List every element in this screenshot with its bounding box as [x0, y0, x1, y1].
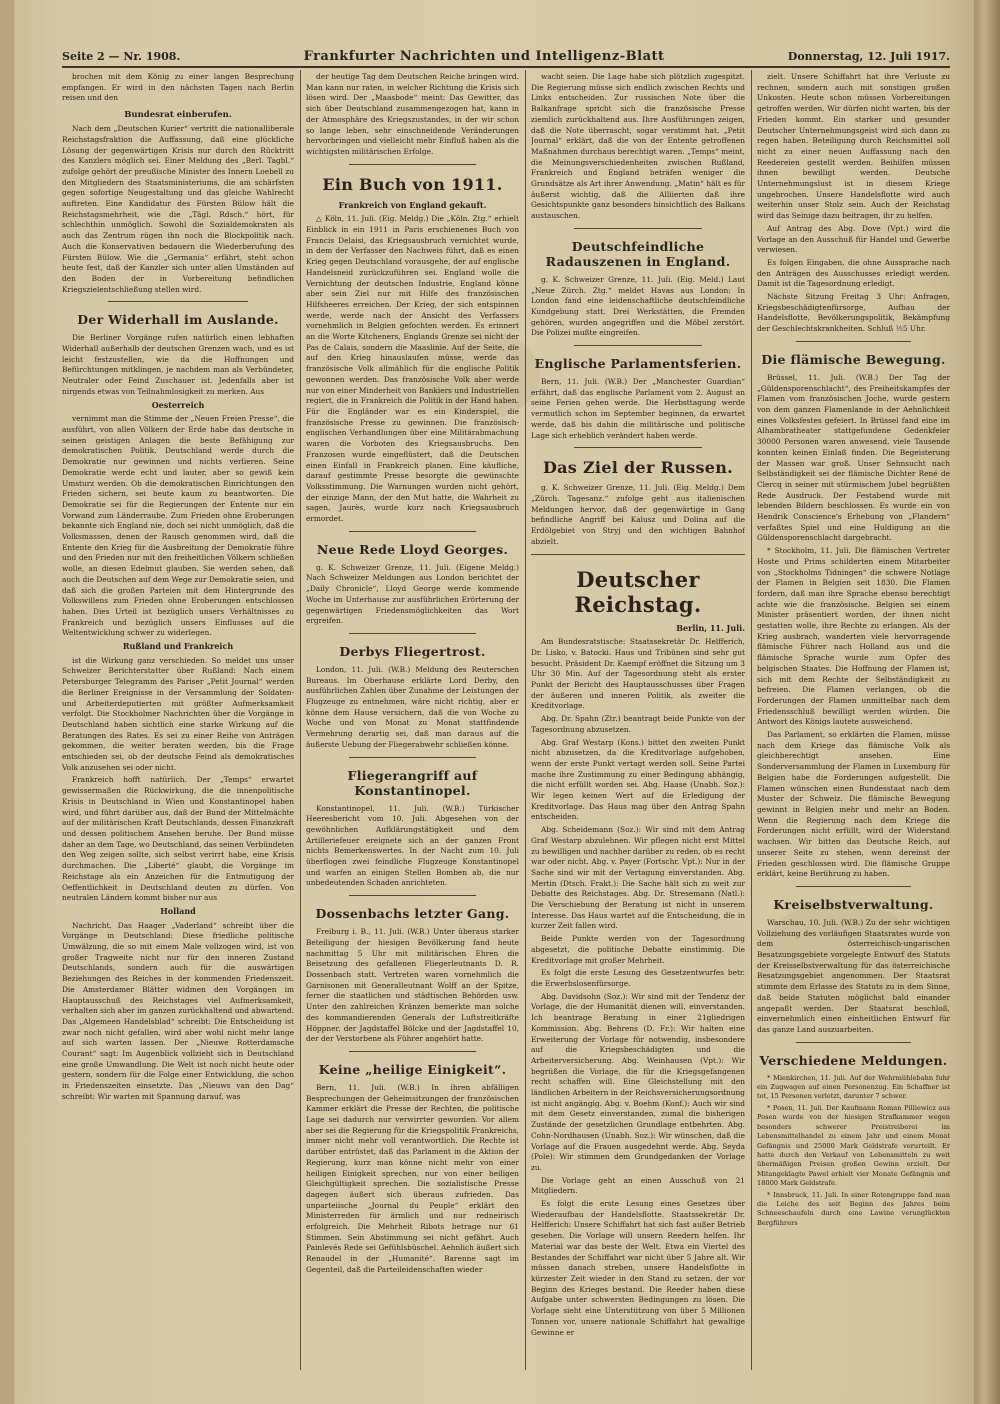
divider	[108, 301, 247, 302]
article-text: brochen mit dem König zu einer langen Besprechung empfangen. Er wird in den nächsten Tagen nach Berlin reisen und den	[62, 72, 294, 103]
subheading: Frankreich von England gekauft.	[338, 199, 487, 210]
header-date: Donnerstag, 12. Juli 1917.	[787, 49, 950, 63]
article-text: vernimmt man die Stimme der „Neuen Freien Presse“, die ausführt, von allen Völkern der Erde habe das deutsche in seinen geistigen Anlagen die beste Befähigung zur demokratischen Politik. Deutschland werde durch die Demokratie nur gewinnen und nichts verlieren. Seine Demokratie werde echt und lauter, aber so gewiß kein Umsturz werden. Ob die demokratischen Einrichtungen den Frieden sichern, sei heute kaum zu beantworten. Die Demokratie sei für die Regierungen der Entente nur ein Vorwand zum Länderraube. Zum Frieden ohne Eroberungen bekannte sich England nie, doch sei nicht unmöglich, daß die Volksmassen, denen der Rausch genommen wird, daß die Entente den Krieg für die Ausbreitung der Demokratie führe und den Frieden nur mit den freiheitlichen Völkern schließen wolle, an diesen Edelmut glauben. Sie werden sehen, daß auch die Deutschen auf dem Wege zur Demokratie seien, und daß sich die großen Parteien mit dem Hintergrunde des Volkswillens zum Frieden ohne Eroberungen entschlossen haben. Dies Urteil ist bezüglich unsers Verhältnisses zu Frankreich und bezüglich unsers Einflusses auf die Weltentwicklung schwer zu widerlegen.	[62, 414, 294, 638]
column-3	[531, 72, 745, 1372]
article-text: Bern, 11. Juli. (W.B.) In ihren abfälligen Besprechungen der Geheimsitzungen der französischen Kammer erklärt die Presse der Rechten, die politische Lage sei dadurch nur verwirrter geworden. Vor allem aber sei die Regierung für die Kriegspolitik Frankreichs, immer nicht mehr voll verantwortlich. Die Rechte ist darüber entrüstet, daß das Parlament in die Aktion der Regierung, kurz man könne nicht mehr von einer heiligen Einigkeit sprechen, nur von einer heiligen Gleichgültigkeit sprechen. Die sozialistische Presse dagegen äußert sich überaus zufrieden. Das unparteiische „Journal du Peuple“ erklärt den Ministerreden für ärmlich und nur redneirisch erfolgreich. Die Mehrheit Ribots betrage nur 61 Stimmen. Sein Abstimmung sei nicht gefährt. Auch Painlevés Rede sei Gefühlsbüschel. Aehnlich äußert sich Renaudel in der „Humanité“. Barenne sagt im Gegenteil, daß die Parteileidenschaften wieder	[306, 1082, 519, 1274]
article-headline: Keine „heilige Einigkeit“.	[318, 1061, 507, 1077]
article-text: wacht seien. Die Lage habe sich plötzlich zugespitzt. Die Regierung müsse sich endlich zwischen Rechts und Links entscheiden. Zur russischen Note über die Balkanfrage spricht sich die französische Presse ziemlich zurückhaltend aus. Ihre Ausführungen zeigen, daß die Note überrascht, sogar verstimmt hat. „Petit Journal“ erklärt, daß die von der Entente getroffenen Maßnahmen durchaus berechtigt waren. „Temps“ meint, die Meinungsverschiedenheiten zwischen Rußland, Frankreich und England beträfen weniger die Grundsätze als Art ihrer Anwendung. „Matin“ hält es für äußerst wichtig, daß die Alliierten daß ihre Gesichtspunkte ganz besonders hinsichtlich des Balkans austauschen.	[531, 72, 745, 221]
page-left-edge	[0, 0, 14, 1404]
article-text: g. K. Schweizer Grenze, 11. Juli. (Eig. Meld.) Laut „Neue Zürch. Ztg.“ meldet Havas aus London: In London fand eine leidenschaftliche deutschfeindliche Kundgebung statt. Drei Werkstätten, die Fremden gehören, wurden angegriffen und die Möbel zerstört. Die Polizei mußte eingreifen.	[531, 274, 745, 338]
article-text: * Stockholm, 11. Juli. Die flämischen Vertreter Hoste und Prims schilderten einem Mitarbeiter von „Stockholms Tidningen“ die schwere Notlage der Flamen in Belgien seit 1830. Die Flamen fordern, daß man ihre Sprache ebenso berechtigt achte wie die französische. Belgien sei einem Minister präsentiert worden, der ihnen nicht gestatten wolle, ihre Rechte zu erlangen. Als der Krieg ausbrach, wanderten viele hervorragende flämische Führer nach Holland aus und die flämische Sprache wurde zum Opfer des belgischen Staates. Die Hoffnung der Flamen ist, sich mit dem Rechte der Selbständigkeit zu befreien. Die Flamen verlangen, ob die Forderungen der Flamen unmittelbar nach dem Friedensschluß bewilligt werden würden. Die Antwort des Königs lautete ausweichend.	[757, 546, 950, 727]
article-headline: Dossenbachs letzter Gang.	[315, 906, 510, 922]
article-text: Es folgt die erste Lesung eines Gesetzes über Wiederaufbau der Handelsflotte. Staatssekretär Dr. Helfferich: Unsere Schiffahrt hat sich fast außer Betrieb gesehen. Die Vorlage will unsern Reedern helfen. Ihr Material war das beste der Welt. Etwa ein Viertel des Bestandes der Schiffahrt war nicht über 5 Jahre alt. Wir müssen danach streben, unsere Handelsflotte in kürzester Zeit wieder in den Stand zu setzen, der vor Beginn des Krieges bestand. Die Reeder haben diese Aufgabe unter schwersten Bedingungen zu lösen. Die Vorlage sieht eine Unterstützung von über 5 Millionen Tonnen vor, unsere nationale Schiffahrt hat gewaltige Gewinne er	[531, 1199, 745, 1337]
article-text: Abg. Dr. Spahn (Ztr.) beantragt beide Punkte von der Tagesordnung abzusetzen.	[531, 714, 745, 734]
article-headline: Verschiedene Meldungen.	[759, 1052, 948, 1068]
article-text: Beide Punkte werden von der Tagesordnung abgesetzt, die politische Debatte einstimmig. Die Kreditvorlage mit großer Mehrheit.	[531, 934, 745, 965]
page-header	[62, 46, 950, 66]
divider	[349, 164, 477, 165]
subheading: Oesterreich	[151, 399, 205, 410]
article-text: Es folgt die erste Lesung des Gesetzentwurfes betr. die Erwerbslosenfürsorge.	[531, 968, 745, 988]
column-rule	[300, 70, 301, 1370]
divider	[574, 345, 702, 346]
divider	[796, 341, 912, 342]
article-text: Brüssel, 11. Juli. (W.B.) Der Tag der „Güldensporenschlacht“, des Freiheitskampfes der Flamen vom französischen Joche, wurde gestern von dem ganzen Flamenlande in der Aehnlichkeit eines Volksfestes gefeiert. In Brüssel fand eine im Alhambratheater stattgefundene Gedenkfeier 30000 Personen waren anwesend, viele Tausende konnten keinen Einlaß finden. Die Begeisterung der Massen war groß. Unser Sehnsucht nach Selbständigkeit sei der flämische Dichter René de Clercq in seiner mit stürmischem Jubel begrüßten Rede Ausdruck. Der Festabend wurde mit lebenden Bildern beschlossen. Es wurde ein von Hendrik Conscience's Erhebung von „Flandern“ verfaßtes Spiel und eine Huldigung an die Güldensporenschlacht dargebracht.	[757, 372, 950, 543]
article-text: Nach dem „Deutschen Kurier“ vertritt die nationalliberale Reichstagsfraktion die Auffassung, daß eine glückliche Lösung der gegenwärtigen Krisis nur durch den Rücktritt des Kanzlers möglich sei. Einer Meldung des „Berl. Tagbl.“ zufolge gehört der preußische Minister des Innern Loebell zu den Mitgliedern des Staatsministeriums, die am schärfsten gegen sofortige Neugestaltung und das gleiche Wahlrecht auftreten. Eine Kandidatur des Fürsten Bülow hält die Reichstagsmehrheit, wie die „Tägl. Rdsch.“ hört, für schlechthin unmöglich. Sowohl die Sozialdemokraten als auch das Zentrum rügen ihn noch die Blockpolitik nach. Auch die Konservativen bedauern die Wiederberufung des Fürsten Bülow. Wie die „Germania“ erfährt, steht schon heute fest, daß der Kanzler sich unter allen Umständen auf den Boden der in Vorbereitung befindlichen Kriegszielentschließung stellen wird.	[62, 124, 294, 294]
divider	[349, 1051, 477, 1052]
article-text: Es folgen Eingaben, die ohne Aussprache nach den Anträgen des Ausschusses erledigt werden. Damit ist die Tagesordnung erledigt.	[757, 257, 950, 289]
article-text: * Mienkirchen, 11. Juli. Auf der Wehrmühlebahn fuhr ein Zugwagen auf einen Personenzug. Ein Schaffner ist tot, 15 Personen verletzt, darunter 7 schwer.	[757, 1073, 950, 1101]
article-text: zielt. Unsere Schiffahrt hat ihre Verluste zu rechnen, sondern auch mit sonstigen großen Unkosten. Heute schon müssen Vorbereitungen getroffen werden. Wir dürfen nicht warten, bis der Frieden kommt. Ein starker und gesunder Deutscher Unternehmungsgeist wird sich dann zu regen haben. Beteiligung durch Reichsmittel soll nicht zu einer neuen Auffassung nach den Reedereien gestellt werden. Beihilfen müssen ihnen bewilligt werden. Deutsche Unternehmungslust ist in diesem Kriege ungebrochen. Unsere Handelsflotte wird auch weiterhin unser Stolz sein. Auch der Reichstag wird das Seinige dazu beitragen, ihr zu helfen.	[757, 72, 950, 221]
article-headline: Fliegerangriff auf Konstantinopel.	[347, 767, 478, 798]
article-headline: Deutschfeindliche Radauszenen in England.	[545, 238, 731, 269]
article-text: London, 11. Juli. (W.B.) Meldung des Reuterschen Bureaus. Im Oberhause erklärte Lord Derby, den ausführlichen Zahlen über Zunahme der Leistungen der Flugzeuge zu entnehmen, wäre nicht richtig, aber er könne dem Hause versichern, daß die von Woche zu Woche und von Monat zu Monat stattfindende Vermehrung derartig sei, daß man daraus auf die äußerste Uebung der Fliegerabwehr schließen könne.	[306, 664, 519, 749]
article-text: Das Parlament, so erklärten die Flamen, müsse nach dem Kriege das flämische Volk als gleichberechtigt ansehen. Eine Sonderversammlung der Flamen in Luxemburg für Belgien habe die Forderungen aufgestellt. Die Flamen wünschen einen Bundesstaat nach dem Muster der Schweiz. Die flämische Bewegung gewinnt in Belgien mehr und mehr an Boden. Wenn die Regierung nach dem Kriege die Forderungen nicht erfüllt, wird der Widerstand wachsen. Wir bitten das Deutsche Reich, auf unserer Seite zu stehen, wenn dereinst der Frieden geschlossen wird. Die flämische Gruppe erklärt, keine Berührung zu haben.	[757, 730, 950, 879]
divider	[349, 895, 477, 896]
article-headline: Der Widerhall im Auslande.	[77, 312, 279, 328]
subheading: Bundesrat einberufen.	[124, 110, 232, 121]
article-text: Abg. Graf Westarp (Kons.) bittet den zweiten Punkt nicht abzusetzen, da die Kreditvorlage aufgehoben, wenn der erste Punkt vertagt werden soll. Seine Partei mache ihre Zustimmung zu einer Bedingung abhängig, die nicht erfüllt worden sei. Abg. Haase (Unabh. Soz.): Wir legen keinen Wert auf die Erledigung der Kreditvorlage. Das Haus mag über den Antrag Spahn entscheiden.	[531, 737, 745, 822]
divider	[796, 886, 912, 887]
article-text: Abg. Scheidemann (Soz.): Wir sind mit dem Antrag Graf Westarp abzulehnen. Wir pflegen nicht erst Mittel zu bewilligen und nachher darüber zu reden, ob es recht war oder nicht. Abg. v. Payer (Fortschr. Vpt.): Nur in der Sache sind wir mit der Vertagung einverstanden. Abg. Mertin (Dtsch. Frakt.): Die Sache hält sich zu weit zur Debatte des Reichstages. Abg. Dr. Stresemann (Natl.): Die Verschiebung der Beratung ist nicht in unserem Interesse. Das Haus wartet auf die Entscheidung, die in kurzer Zeit fallen wird.	[531, 825, 745, 931]
article-text: Die Vorlage geht an einen Ausschuß von 21 Mitgliedern.	[531, 1175, 745, 1196]
header-newspaper-title: Frankfurter Nachrichten und Intelligenz-Blatt	[303, 48, 665, 64]
article-text: Am Bundesratstische: Staatssekretär Dr. Helfferich, Dr. Lisko, v. Batocki. Haus und Tribünen sind sehr gut besucht. Präsident Dr. Kaempf eröffnet die Sitzung um 3 Uhr 30 Min. Auf der Tagesordnung steht als erster Punkt der Bericht des Hauptausschusses über Fragen der äußeren und inneren Politik, als zweiter die Kreditvorlage.	[531, 637, 745, 711]
divider	[349, 757, 477, 758]
divider	[796, 1042, 912, 1043]
section-headline-reichstag: Deutscher Reichstag.	[574, 566, 702, 617]
page-right-edge	[974, 0, 1000, 1404]
column-rule	[751, 70, 752, 1370]
subheading: Holland	[160, 905, 196, 916]
divider	[574, 228, 702, 229]
dateline: Berlin, 11. Juli.	[676, 622, 745, 633]
article-text: * Posen, 11. Juli. Der Kaufmann Roman Pilliewicz aus Posen wurde von der hiesigen Strafkammer wegen besonders schwerer Preistreiberei im Lebensmittelhandel zu einem Jahr und einem Monat Gefängnis und 25000 Mark Geldstrafe verurteilt. Er hatte durch den Verkauf von Lebensmitteln zu weit übermäßigen Preisen großen Gewinn erzielt. Der Mitangeklagte Pawel erhielt vier Monate Gefängnis und 18000 Mark Geldstrafe.	[757, 1103, 950, 1188]
article-text: g. K. Schweizer Grenze, 11. Juli. (Eigene Meldg.) Nach Schweizer Meldungen aus London berichtet der „Daily Chronicle“, Lloyd George werde kommende Woche im Unterhause zur ausführlichen Erörterung der gegenwärtigen Friedensmöglichkeiten das Wort ergreifen.	[306, 562, 519, 626]
article-headline: Kreiselbstverwaltung.	[773, 896, 934, 912]
article-text: Auf Antrag des Abg. Dove (Vpt.) wird die Vorlage an den Ausschuß für Handel und Gewerbe verwiesen.	[757, 223, 950, 255]
article-text: Freiburg i. B., 11. Juli. (W.B.) Unter überaus starker Beteiligung der hiesigen Bevölkerung fand heute nachmittag 5 Uhr mit militärischen Ehren die Beisetzung des gefallenen Fliegerleutnants D. R. Dossenbach statt. Vertreten waren vornehmlich die Garnisonen mit Generalleutnant Wolff an der Spitze, ferner die staatlichen und städtischen Behörden usw. Unter den zahlreichen Kränzen bemerkte man solche des kommandierenden Generals der Luftstreitkräfte Höppner, der Jagdstaffel Bölcke und der Jagdstaffel 10, der der Verstorbene als Führer angehört hatte.	[306, 927, 519, 1044]
subheading: Rußland und Frankreich	[122, 641, 234, 652]
article-text: △ Köln, 11. Juli. (Eig. Meldg.) Die „Köln. Ztg.“ erhielt Einblick in ein 1911 in Paris erschienenes Buch von Francis Delaisi, das Kriegsausbruch vernichtet wurde, in dem der Verfasser den Nachweis führt, daß es einen Krieg gegen Deutschland vorausgehe, der auf englische Handelsneid zurückzuführen sei. England wolle die Vernichtung der deutschen Industrie, England könne aber sein Ziel nur mit Hilfe des französischen Hilfsheeres erreichen. Der Krieg, der sich entspinnen werde, werde nach der Ansicht des Verfassers vornehmlich in Belgien gefochten werden. Es erinnert an die Worte Kitcheners, Englands Grenze sei nicht der Pas de Calais, sondern die Maaslinie. Auf der Seite, die auf den Krieg hinauslaufen müsse, werde das französische Volk allmählich für die englische Politik gewonnen werden. Das französische Volk aber werde nur von einer Minderheit von Bankiers und Industriellen regiert, die in Frankreich die Politik in der Hand haben. Für die Engländer war es ein Kinderspiel, die französische Presse zu gewinnen. Die französisch-englischen Verhandlungen über eine Militärabmachung waren die Vorboten des Kriegsausbruchs. Den Franzosen wurde eingeflüstert, daß die Deutschen einen Einfall in Frankreich planen. Eine käufliche, darauf gestimmte Presse besorgte die gewünschte Volksstimmung. Die Warnungen wurden nicht gehört, der einzige Mann, der den Mut hatte, die Wahrheit zu sagen, Jaurès, wurde kurz nach Kriegsausbruch ermordet.	[306, 214, 519, 524]
divider	[349, 531, 477, 532]
article-headline: Neue Rede Lloyd Georges.	[316, 541, 509, 557]
article-text: Bern, 11. Juli. (W.B.) Der „Manchester Guardian“ erfährt, daß das englische Parlament vom 2. August an seine Ferien gehen werde. Die Herbsttagung werde vermutlich schon im September beginnen, da erwartet werde, daß bis dahin die militärische und politische Lage sich erheblich verändert haben werde.	[531, 377, 745, 440]
article-headline: Derbys Fliegertrost.	[339, 643, 486, 659]
article-text: ist die Wirkung ganz verschieden. So meldet uns unser Schweizer Berichterstatter über Rußland: Nach einem Petersburger Telegramm des Pariser „Petit Journal“ werden die Berliner Ereignisse in der Versammlung der Soldaten- und Arbeiterdeputierten mit größter Aufmerksamkeit verfolgt. Die Stockholmer Nachrichten über die Vorgänge in Deutschland haben sichtlich eine starke Wirkung auf die Beratungen des Rates. Es sei zu einer Reihe von Anträgen gekommen, die weiter beraten werden, bis die Frage entschieden sei, ob der deutsche Feind als demokratisches Volk anzusehen sei oder nicht.	[62, 655, 294, 772]
article-text: Die Berliner Vorgänge rufen natürlich einen lebhaften Widerhall außerhalb der deutschen Grenzen wach, und es ist leicht festzustellen, wie da die Hoffnungen und Befürchtungen mitklingen, je nachdem man als Verbündeter, Neutraler oder Feind Zuschauer ist. Jedenfalls aber ist nirgends etwas von Teilnahmlosigkeit zu merken. Aus	[62, 333, 294, 396]
divider	[531, 554, 745, 555]
article-text: Warschau, 10. Juli. (W.B.) Zu der sehr wichtigen Vollziehung des vorläufigen Staatsrates wurde von dem österreichisch-ungarischen Besatzungsgebiete vorgelegte Entwurf des Statuts der Kreisselbstverwaltung für das österreichische Besatzungsgebiet angenommen. Der Staatsrat stimmte dem Erlasse des Statuts zu in dem Sinne, daß beide Statuten möglichst bald einander angepaßt werden. Der Staatsrat beschloß, einvernehmlich einen einheitlichen Entwurf für das ganze Land auszuarbeiten.	[757, 917, 950, 1034]
article-text: g. K. Schweizer Grenze, 11. Juli. (Eig. Meldg.) Dem „Zürch. Tagesanz.“ zufolge geht aus italienischen Meldungen hervor, daß der gegenwärtige in Gang befindliche Angriff bei Kalusz und Dolina auf die Erdölgebiet von Stryj und den wichtigen Bahnhof abzielt.	[531, 483, 745, 546]
divider	[349, 633, 477, 634]
column-4	[757, 72, 950, 1372]
divider	[574, 447, 702, 448]
article-text: der heutige Tag dem Deutschen Reiche bringen wird. Man kann nur raten, in welcher Richtung die Krisis sich lösen wird. Der „Maasbode“ meint: Das Gewitter, das sich über Deutschland zusammengezogen hat, kann in der Atmosphäre des Kriegszustandes, in der wir schon so lange leben, sehr einschneidende Veränderungen hervorbringen und vielleicht mehr Einfluß haben als die wichtigsten militärischen Erfolge.	[306, 72, 519, 156]
article-headline: Ein Buch von 1911.	[322, 174, 503, 194]
article-text: Frankreich hofft natürlich. Der „Temps“ erwartet gewissermaßen die Rückwirkung, die die innenpolitische Krisis in Deutschland in Wien und Konstantinopel haben wird, und führt darüber aus, daß der Bund der Mittelmächte auf der militärischen Kraft Deutschlands, dessen Finanzkraft und dessen politischem Ansehen beruhe. Der Bund müsse daher an dem Tage, wo Deutschland, das seinen Verbündeten den Weg zeigen sollte, sich selbst verirrt habe, eine Krisis durchmachen. Die „Liberté“ glaubt, die Vorgänge im Reichstage als ein Anzeichen für die Entmutigung der Oeffentlichkeit in Deutschland deuten zu dürfen. Von neutralen Ländern kommt bisher nur aus	[62, 775, 294, 903]
header-rule	[62, 66, 950, 68]
article-text: Abg. Davidsohn (Soz.): Wir sind mit der Tendenz der Vorlage, die der Humanität dienen will, einverstanden. Ich beantrage Beratung in einer 21gliedrigen Kommission. Abg. Behrens (D. Fr.): Wir halten eine Erweiterung der Vorlage für notwendig, insbesondere auf die Kriegsbeschädigten und die Arbeiterversicherung. Abg. Weinhausen (Vpt.): Wir begrüßen die Vorlage, die für die Kriegsgefangenen recht schaffen will. Eine Gleichstellung mit den ländlichen Arbeitern in der Reichsversicherungsordnung ist nicht angängig. Abg. v. Boehm (Konf.): Auch wir sind mit dem Gesetz einverstanden, zumal die bisherigen Zustände der gesetzlichen Grundlage entbehrten. Abg. Cohn-Nordhausen (Unabh. Soz.): Wir wünschen, daß die Vorlage auf die Frauen ausgedehnt werde. Abg. Seyda (Pole): Wir stimmen dem Grundgedanken der Vorlage zu.	[531, 991, 745, 1172]
column-rule	[525, 70, 526, 1370]
header-page-number: Seite 2 — Nr. 1908.	[62, 49, 181, 63]
article-text: Nächste Sitzung Freitag 3 Uhr: Anfragen, Kriegsbeschädigtenfürsorge, Aufbau der Handelsflotte, Bevölkerungspolitik, Bekämpfung der Geschlechtskrankheiten. Schluß ½5 Uhr.	[757, 292, 950, 334]
article-headline: Englische Parlamentsferien.	[534, 356, 742, 372]
article-text: * Innsbruck, 11. Juli. In einer Rotengruppe fand man die Leiche des seit Beginn des Jahres beim Schneeschaufeln durch eine Lawine verunglückten Bergführers	[757, 1190, 950, 1227]
article-text: Nachricht. Das Haager „Vaderland“ schreibt über die Vorgänge in Deutschland: Diese friedliche politische Umwälzung, die so mit einem Male vollzogen wird, ist von großer Tragweite nicht nur für den inneren Zustand Deutschlands, sondern auch für die auswärtigen Beziehungen des Reiches in der kommenden Friedenszeit. Die Amsterdamer Blätter widmen den Vorgängen im Hauptausschuß des Reichstages viel Aufmerksamkeit, verhalten sich aber im ganzen zurückhaltend und abwartend. Das „Algemeen Handelsblad“ schreibt: Die Entscheidung ist zwar noch nicht gefallen, wird aber wohl nicht mehr lange auf sich warten lassen. Der „Nieuwe Rotterdamsche Courant“ sagt: Im Augenblick vollzieht sich in Deutschland eine große Umwandlung. Die Welt ist noch nicht heute oder gestern, sondern für die Folge einer Entwicklung, die schon in Friedenszeiten einsetzte. Das „Nieuws van den Dag“ schreibt: Wir warten mit Spannung darauf, was	[62, 920, 294, 1101]
column-2	[306, 72, 519, 1372]
article-headline: Die flämische Bewegung.	[761, 351, 946, 367]
column-1	[62, 72, 294, 1372]
article-headline: Das Ziel der Russen.	[542, 458, 734, 478]
article-text: Konstantinopel, 11. Juli. (W.B.) Türkischer Heeresbericht vom 10. Juli. Abgesehen von der gewöhnlichen Aufklärungstätigkeit und dem Artilleriefeuer ereignete sich an der ganzen Front nichts Bemerkenswertes. In der Nacht zum 10. Juli überflogen zwei feindliche Flugzeuge Konstantinopel und warfen an einigen Stellen Bomben ab, die nur unbedeutenden Schaden anrichteten.	[306, 803, 519, 888]
